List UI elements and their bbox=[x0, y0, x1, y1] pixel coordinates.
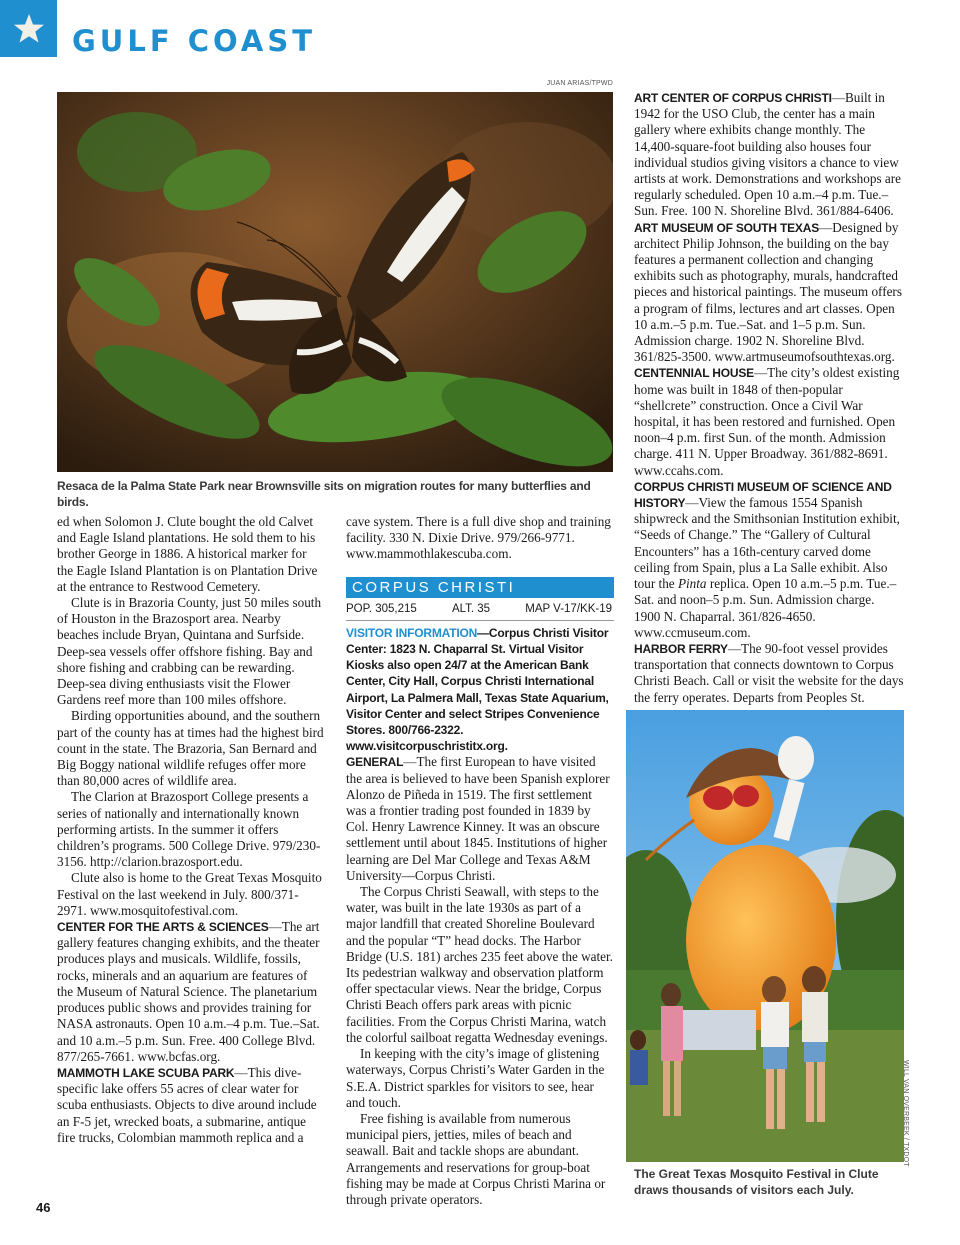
general-entry: GENERAL—The first European to have visited the area is believed to have been Spanish explorer Alonzo de Piñeda in 1519. The first settlement was a frontier trading post founded in 1839 by Col. Henry Lawrence Kinney. It was an obscure settlement until about 1845. Institutions of higher learning are Del Mar College and Texas A&M University—Corpus Christi. bbox=[346, 754, 610, 883]
entry-body-italic: Pinta bbox=[677, 576, 707, 592]
entry-body: replica. Open 10 a.m.–5 p.m. Tue.–Sat. and noon–5 p.m. Sun. Admission charge. 1900 N. Chaparral. 361/826-4650. www.ccmuseum.com. bbox=[634, 576, 897, 640]
city-heading: CORPUS CHRISTI bbox=[346, 577, 614, 598]
paragraph: cave system. There is a full dive shop and training facility. 330 N. Dixie Drive. 979/266-9771. www.mammothlakescuba.com. bbox=[346, 514, 611, 562]
attraction-entry: CORPUS CHRISTI MUSEUM OF SCIENCE AND HISTORY—View the famous 1554 Spanish shipwreck and the Smithsonian Institution exhibit, “Seeds of Change.” The “Gallery of Cultural Encounters” has a 16th-century carved dome ceiling from Spain, plus a La Salle exhibit. Also tour the Pinta replica. Open 10 a.m.–5 p.m. Tue.–Sat. and noon–5 p.m. Sun. Admission charge. 1900 N. Chaparral. 361/826-4650. www.ccmuseum.com. bbox=[634, 479, 900, 640]
altitude: ALT. 35 bbox=[451, 602, 491, 615]
entry-body: View the famous 1554 Spanish shipwreck and the Smithsonian Institution exhibit, “Seeds of Change.” The “Gallery of Cultural Encounters” has a 16th-century carved dome ceiling from Spain, plus a La Salle exhibit. Also tour the bbox=[634, 495, 900, 592]
attraction-entry: CENTER FOR THE ARTS & SCIENCES—The art gallery features changing exhibits, and the theater produces plays and musicals. Wildlife, fossils, rocks, minerals and an aquarium are features of the Museum of Natural Science. The planetarium produces public shows and provides training for NASA astronauts. Open 10 a.m.–4 p.m. Tue.–Sat. and 10 a.m.–5 p.m. Sun. Free. 400 College Blvd. 877/265-7661. www.bcfas.org. bbox=[57, 919, 320, 1064]
page-number: 46 bbox=[36, 1200, 51, 1215]
paragraph: In keeping with the city’s image of glistening waterways, Corpus Christi’s Water Garden in the S.E.A. District sparkles for visitors to see, hear and touch. bbox=[346, 1046, 605, 1110]
attraction-entry: CENTENNIAL HOUSE—The city’s oldest existing home was built in 1848 of then-popular “shellcrete” construction. Once a Civil War hospital, it has been restored and furnished. Open noon–4 p.m. first Sun. of the month. Admission charge. 411 N. Upper Broadway. 361/882-8691. www.ccahs.com. bbox=[634, 365, 900, 478]
text-column-right bbox=[634, 90, 904, 706]
photo-credit: JUAN ARIAS/TPWD bbox=[546, 80, 613, 87]
paragraph: Clute is in Brazoria County, just 50 miles south of Houston in the Brazosport area. Nearby beaches include Bryan, Quintana and Surfside. Deep-sea vessels offer offshore fishing. Bay and shore fishing and crabbing can be rewarding. Deep-sea diving enthusiasts visit the Flower Gardens reef more than 100 miles offshore. bbox=[57, 595, 322, 708]
visitor-label: VISITOR INFORMATION bbox=[346, 625, 478, 640]
mosquito-festival-photo bbox=[626, 710, 904, 1162]
attraction-entry: MAMMOTH LAKE SCUBA PARK—This dive-specific lake offers 55 acres of clear water for scuba enthusiasts. Objects to dive around include an F-5 jet, wrecked boats, a submarine, antique fire trucks, Colombian mammoth replica and a bbox=[57, 1064, 317, 1145]
entry-heading: CENTENNIAL HOUSE bbox=[634, 366, 754, 381]
attraction-entry: ART CENTER OF CORPUS CHRISTI—Built in 1942 for the USO Club, the center has a main gallery where exhibits change monthly. The 14,400-square-foot building also houses four individual studios giving visitors a chance to view artists at work. Demonstrations and workshops are regularly scheduled. Open 10 a.m.–4 p.m. Tue.–Sun. Free. 100 N. Shoreline Blvd. 361/884-6406. bbox=[634, 90, 901, 219]
photo-caption: The Great Texas Mosquito Festival in Clute draws thousands of visitors each July. bbox=[634, 1167, 879, 1197]
visitor-text: —Corpus Christi Visitor Center: 1823 N. Chaparral St. Virtual Visitor Kiosks also open 24/7 at the American Bank Center, City Hall, Corpus Christi International Airport, La Palmera Mall, Texas State Aquarium, Visitor Center and select Stripes Convenience Stores. 800/766-2322. www.visitcorpuschristitx.org. bbox=[346, 625, 609, 754]
star-icon bbox=[13, 13, 45, 44]
entry-heading: HARBOR FERRY bbox=[634, 641, 728, 656]
paragraph: Clute also is home to the Great Texas Mosquito Festival on the last weekend in July. 800/371-2971. www.mosquitofestival.com. bbox=[57, 870, 322, 918]
butterfly-photo bbox=[57, 92, 613, 472]
population: POP. 305,215 bbox=[346, 602, 417, 615]
entry-body: Built in 1942 for the USO Club, the center has a main gallery where exhibits change monthly. The 14,400-square-foot building also houses four individual studios giving visitors a chance to view artists at work. Demonstrations and workshops are regularly scheduled. Open 10 a.m.–4 p.m. Tue.–Sun. Free. 100 N. Shoreline Blvd. 361/884-6406. bbox=[634, 90, 901, 219]
section-badge bbox=[0, 0, 57, 57]
entry-heading: GENERAL bbox=[346, 755, 404, 770]
entry-body: The city’s oldest existing home was built in 1848 of then-popular “shellcrete” construction. Once a Civil War hospital, it has been restored and furnished. Open noon–4 p.m. first Sun. of the month. Admission charge. 411 N. Upper Broadway. 361/882-8691. www.ccahs.com. bbox=[634, 365, 900, 478]
entry-body: This dive-specific lake offers 55 acres of clear water for scuba enthusiasts. Objects to dive around include an F-5 jet, wrecked boats, a submarine, antique fire trucks, Colombian mammoth replica and a bbox=[57, 1064, 317, 1145]
attraction-entry: HARBOR FERRY—The 90-foot vessel provides transportation that connects downtown to Corpus Christi Beach. Call or visit the website for the days the ferry operates. Departs from Peoples St. bbox=[634, 640, 904, 705]
entry-body: The first European to have visited the area is believed to have been Spanish explorer Alonzo de Piñeda in 1519. The first settlement was a frontier trading post founded in 1839 by Col. Henry Lawrence Kinney. It was an obscure settlement until about 1845. Institutions of higher learning are Del Mar College and Texas A&M University—Corpus Christi. bbox=[346, 754, 610, 883]
paragraph: The Corpus Christi Seawall, with steps to the water, was built in the late 1930s as part of a major landfill that created Shoreline Boulevard and the popular “T” head docks. The Harbor Bridge (U.S. 181) arches 235 feet above the water. Its pedestrian walkway and observation platform offer spectacular views. Near the bridge, Corpus Christi Beach offers park areas with picnic facilities. From the Corpus Christi Marina, watch the colorful sailboat regatta Wednesday evenings. bbox=[346, 884, 613, 1045]
attraction-entry: ART MUSEUM OF SOUTH TEXAS—Designed by architect Philip Johnson, the building on the bay features a permanent collection and changing exhibits such as photography, murals, handcrafted pieces and historical paintings. The museum offers a program of films, lectures and art classes. Open 10 a.m.–5 p.m. Tue.–Sat. and 1–5 p.m. Sun. Admission charge. 1902 N. Shoreline Blvd. 361/825-3500. www.artmuseumofsouthtexas.org. bbox=[634, 219, 902, 365]
paragraph: The Clarion at Brazosport College presents a series of nationally and internationally known performing artists. In the summer it offers children’s programs. 500 College Drive. 979/230-3156. http://clarion.brazosport.edu. bbox=[57, 789, 321, 870]
city-stats bbox=[346, 598, 614, 621]
text-column-middle bbox=[346, 514, 614, 1208]
paragraph: Free fishing is available from numerous municipal piers, jetties, miles of beach and seawall. Bait and tackle shops are abundant. Arrangements and reservations for group-boat fishing may be made at Corpus Christi Marina or through private operators. bbox=[346, 1110, 606, 1207]
photo-credit: WILL VAN OVERBEEK / TXDOT bbox=[902, 1060, 909, 1167]
paragraph: Birding opportunities abound, and the southern part of the county has at times had the highest bird count in the state. The Brazoria, San Bernard and Big Boggy national wildlife refuges offer more than 80,000 acres of wildlife area. bbox=[57, 708, 324, 789]
map-reference: MAP V-17/KK-19 bbox=[525, 602, 612, 615]
text-column-left bbox=[57, 514, 325, 1146]
entry-heading: ART CENTER OF CORPUS CHRISTI bbox=[634, 91, 832, 105]
entry-heading: MAMMOTH LAKE SCUBA PARK bbox=[57, 1065, 235, 1080]
entry-body: Designed by architect Philip Johnson, the building on the bay features a permanent collection and changing exhibits such as photography, murals, handcrafted pieces and historical paintings. The museum offers a program of films, lectures and art classes. Open 10 a.m.–5 p.m. Tue.–Sat. and 1–5 p.m. Sun. Admission charge. 1902 N. Shoreline Blvd. 361/825-3500. www.artmuseumofsouthtexas.org. bbox=[634, 219, 902, 365]
entry-body: The 90-foot vessel provides transportation that connects downtown to Corpus Christi Beach. Call or visit the website for the days the ferry operates. Departs from Peoples St. bbox=[634, 640, 904, 705]
entry-heading: CORPUS CHRISTI MUSEUM OF SCIENCE AND HISTORY bbox=[634, 479, 892, 511]
visitor-information bbox=[346, 625, 614, 755]
entry-body: The art gallery features changing exhibits, and the theater produces plays and musicals. Wildlife, fossils, rocks, minerals and an aquarium are features of the Museum of Natural Science. The planetarium produces public shows and provides training for NASA astronauts. Open 10 a.m.–4 p.m. Tue.–Sat. and 10 a.m.–5 p.m. Sun. Free. 400 College Blvd. 877/265-7661. www.bcfas.org. bbox=[57, 919, 320, 1064]
photo-caption: Resaca de la Palma State Park near Brownsville sits on migration routes for many butterflies and birds. bbox=[57, 479, 591, 509]
section-title: GULF COAST bbox=[72, 24, 317, 58]
entry-heading: CENTER FOR THE ARTS & SCIENCES bbox=[57, 920, 269, 935]
entry-heading: ART MUSEUM OF SOUTH TEXAS bbox=[634, 220, 820, 235]
paragraph: ed when Solomon J. Clute bought the old Calvet and Eagle Island plantations. He sold them to his brother George in 1886. A historical marker for the Eagle Island Plantation is on Plantation Drive at the entrance to Restwood Cemetery. bbox=[57, 514, 318, 594]
